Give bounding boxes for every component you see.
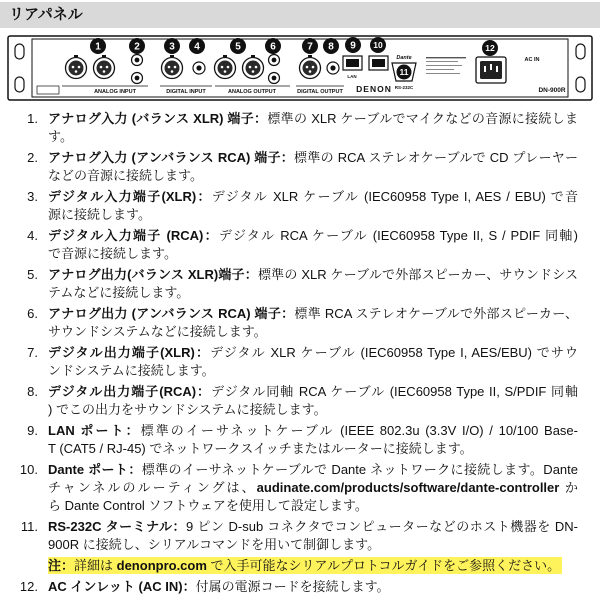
item-text: か xyxy=(559,480,578,495)
item-line xyxy=(48,383,578,401)
list-item-10 xyxy=(0,461,600,515)
item-text: などの音源に接続します。 xyxy=(48,168,203,183)
callout-number: 11 xyxy=(399,67,409,77)
item-line xyxy=(48,167,578,185)
item-line xyxy=(48,245,578,263)
lan-label: LAN xyxy=(347,74,357,79)
connector-description-list xyxy=(0,110,600,599)
item-text: 9 ピン D-sub コネクタでコンピューターなどのホスト機器を DN- xyxy=(186,519,578,534)
callout-9 xyxy=(345,37,361,53)
callout-3 xyxy=(164,38,180,54)
item-title: アナログ入力 (アンバランス RCA) 端子： xyxy=(48,150,295,165)
list-item-2 xyxy=(0,149,600,185)
note-label: 注： xyxy=(48,558,75,573)
item-line xyxy=(48,362,578,380)
item-text: 900R に接続し、シリアルコマンドを用いて制御します。 xyxy=(48,537,381,552)
callout-4 xyxy=(189,38,205,54)
item-title: LAN ポート： xyxy=(48,423,141,438)
item-text: T (CAT5 / RJ-45) でネットワークスイッチまたはルーターに接続します。 xyxy=(48,441,473,456)
callout-5 xyxy=(230,38,246,54)
callout-10 xyxy=(370,37,386,53)
item-text: 付属の電源コードを接続します。 xyxy=(195,579,390,594)
item-number: 7. xyxy=(27,345,38,360)
callout-8 xyxy=(323,38,339,54)
callout-number: 3 xyxy=(169,41,175,53)
list-item-6 xyxy=(0,305,600,341)
dante-controller-url: audinate.com/products/software/dante-controller xyxy=(256,480,560,495)
item-text: 標準 RCA ステレオケーブルで外部スピーカー、 xyxy=(294,306,578,321)
callout-7 xyxy=(302,38,318,54)
section-header xyxy=(0,2,600,28)
callout-12 xyxy=(482,40,498,56)
item-number: 2. xyxy=(27,150,38,165)
list-item-5 xyxy=(0,266,600,302)
item-line xyxy=(48,518,578,536)
callout-11 xyxy=(397,65,412,80)
item-number: 4. xyxy=(27,228,38,243)
item-number: 3. xyxy=(27,189,38,204)
note-text: で入手可能なシリアルプロトコルガイドをご参照ください。 xyxy=(206,558,561,573)
item-number: 12. xyxy=(19,579,38,594)
item-text: テムなどに接続します。 xyxy=(48,285,190,300)
callout-number: 8 xyxy=(328,41,334,53)
analog-input-label: ANALOG INPUT xyxy=(94,89,136,95)
item-line xyxy=(48,128,578,146)
item-line xyxy=(48,479,578,497)
item-line xyxy=(48,422,578,440)
item-line xyxy=(48,323,578,341)
item-text: 標準のイーサネットケーブル (IEEE 802.3u (3.3V I/O) / 10/100 Base- xyxy=(140,423,578,438)
callout-number: 12 xyxy=(485,43,495,53)
callout-1 xyxy=(90,38,106,54)
list-item-4 xyxy=(0,227,600,263)
item-number: 9. xyxy=(27,423,38,438)
item-line xyxy=(48,266,578,284)
item-text: チャンネルのルーティングは、 xyxy=(48,480,257,495)
item-line xyxy=(48,227,578,245)
item-title: AC インレット (AC IN)： xyxy=(48,579,196,594)
callout-2 xyxy=(129,38,145,54)
item-title: デジタル入力端子(XLR)： xyxy=(48,189,212,204)
analog-output-label: ANALOG OUTPUT xyxy=(228,89,276,95)
callout-number: 1 xyxy=(95,41,101,53)
item-line xyxy=(48,497,578,515)
item-number: 8. xyxy=(27,384,38,399)
item-text: デジタル XLR ケーブル (IEC60958 Type I, AES/EBU) でサウ xyxy=(210,345,578,360)
item-number: 10. xyxy=(19,462,38,477)
item-line xyxy=(48,344,578,362)
lan-port xyxy=(343,56,362,70)
item-text: 標準の XLR ケーブルでマイクなどの音源に接続しま xyxy=(267,111,578,126)
item-text: デジタル RCA ケーブル (IEC60958 Type II, S / PDIF 同軸) xyxy=(218,228,578,243)
item-title: デジタル出力端子(XLR)： xyxy=(48,345,211,360)
item-line xyxy=(48,536,578,554)
item-text: デジタル同軸 RCA ケーブル (IEC60958 Type II, S/PDIF 同軸 xyxy=(211,384,578,399)
ac-inlet xyxy=(476,57,506,83)
item-text: サウンドシステムなどに接続します。 xyxy=(48,324,267,339)
rs232c-label: RS-232C xyxy=(394,85,414,90)
callout-number: 2 xyxy=(134,41,140,53)
item-text: ら Dante Control ソフトウェアを使用して設定します。 xyxy=(48,498,368,513)
list-item-1 xyxy=(0,110,600,146)
item-text: デジタル XLR ケーブル (IEC60958 Type I, AES / EBU) で音 xyxy=(211,189,578,204)
item-title: RS-232C ターミナル： xyxy=(48,519,187,534)
item-line xyxy=(48,401,578,419)
note-link: denonpro.com xyxy=(116,558,207,573)
list-item-11 xyxy=(0,518,600,554)
item-number: 1. xyxy=(27,111,38,126)
item-number: 5. xyxy=(27,267,38,282)
note-highlight xyxy=(48,557,562,574)
item-number: 6. xyxy=(27,306,38,321)
rca-connector-digital-out xyxy=(327,62,339,74)
item-line xyxy=(48,305,578,323)
serial-protocol-note xyxy=(48,557,578,575)
item-title: アナログ入力 (バランス XLR) 端子： xyxy=(48,111,268,126)
item-text: す。 xyxy=(48,129,73,144)
callout-number: 4 xyxy=(194,41,200,53)
dante-port xyxy=(369,56,388,70)
brand-logo: DENON xyxy=(356,84,392,94)
item-title: デジタル出力端子(RCA)： xyxy=(48,384,212,399)
item-line xyxy=(48,110,578,128)
item-text: で音源に接続します。 xyxy=(48,246,177,261)
item-text: 標準のイーサネットケーブルで Dante ネットワークに接続します。Dante xyxy=(141,462,578,477)
item-title: アナログ出力(バランス XLR)端子： xyxy=(48,267,258,282)
rear-panel-illustration xyxy=(0,30,600,106)
callout-6 xyxy=(265,38,281,54)
note-text: 詳細は xyxy=(74,558,117,573)
callout-number: 9 xyxy=(350,40,356,52)
callout-number: 6 xyxy=(270,41,276,53)
list-item-3 xyxy=(0,188,600,224)
callout-number: 7 xyxy=(307,41,313,53)
dante-label: Dante xyxy=(396,55,412,61)
item-text: ) でこの出力をサウンドシステムに接続します。 xyxy=(48,402,327,417)
list-item-7 xyxy=(0,344,600,380)
item-line xyxy=(48,206,578,224)
item-title: アナログ出力 (アンバランス RCA) 端子： xyxy=(48,306,295,321)
item-title: Dante ポート： xyxy=(48,462,142,477)
item-text: ンドシステムに接続します。 xyxy=(48,363,215,378)
item-line xyxy=(48,284,578,302)
item-line xyxy=(48,461,578,479)
ac-in-label: AC IN xyxy=(524,57,540,63)
list-item-8 xyxy=(0,383,600,419)
list-item-9 xyxy=(0,422,600,458)
model-name: DN-900R xyxy=(538,87,566,94)
item-text: 標準の RCA ステレオケーブルで CD プレーヤー xyxy=(294,150,578,165)
item-line xyxy=(48,188,578,206)
callout-number: 10 xyxy=(373,40,383,50)
callout-number: 5 xyxy=(235,41,241,53)
item-line xyxy=(48,149,578,167)
digital-input-label: DIGITAL INPUT xyxy=(166,89,206,95)
item-text: 源に接続します。 xyxy=(48,207,151,222)
item-text: 標準の XLR ケーブルで外部スピーカー、サウンドシス xyxy=(257,267,578,282)
section-title: リアパネル xyxy=(9,6,83,23)
item-line xyxy=(48,578,578,596)
item-number: 11. xyxy=(20,519,38,534)
item-title: デジタル入力端子 (RCA)： xyxy=(48,228,219,243)
rca-connector-digital-in xyxy=(193,62,205,74)
item-line xyxy=(48,440,578,458)
digital-output-label: DIGITAL OUTPUT xyxy=(297,89,343,95)
list-item-12 xyxy=(0,578,600,596)
